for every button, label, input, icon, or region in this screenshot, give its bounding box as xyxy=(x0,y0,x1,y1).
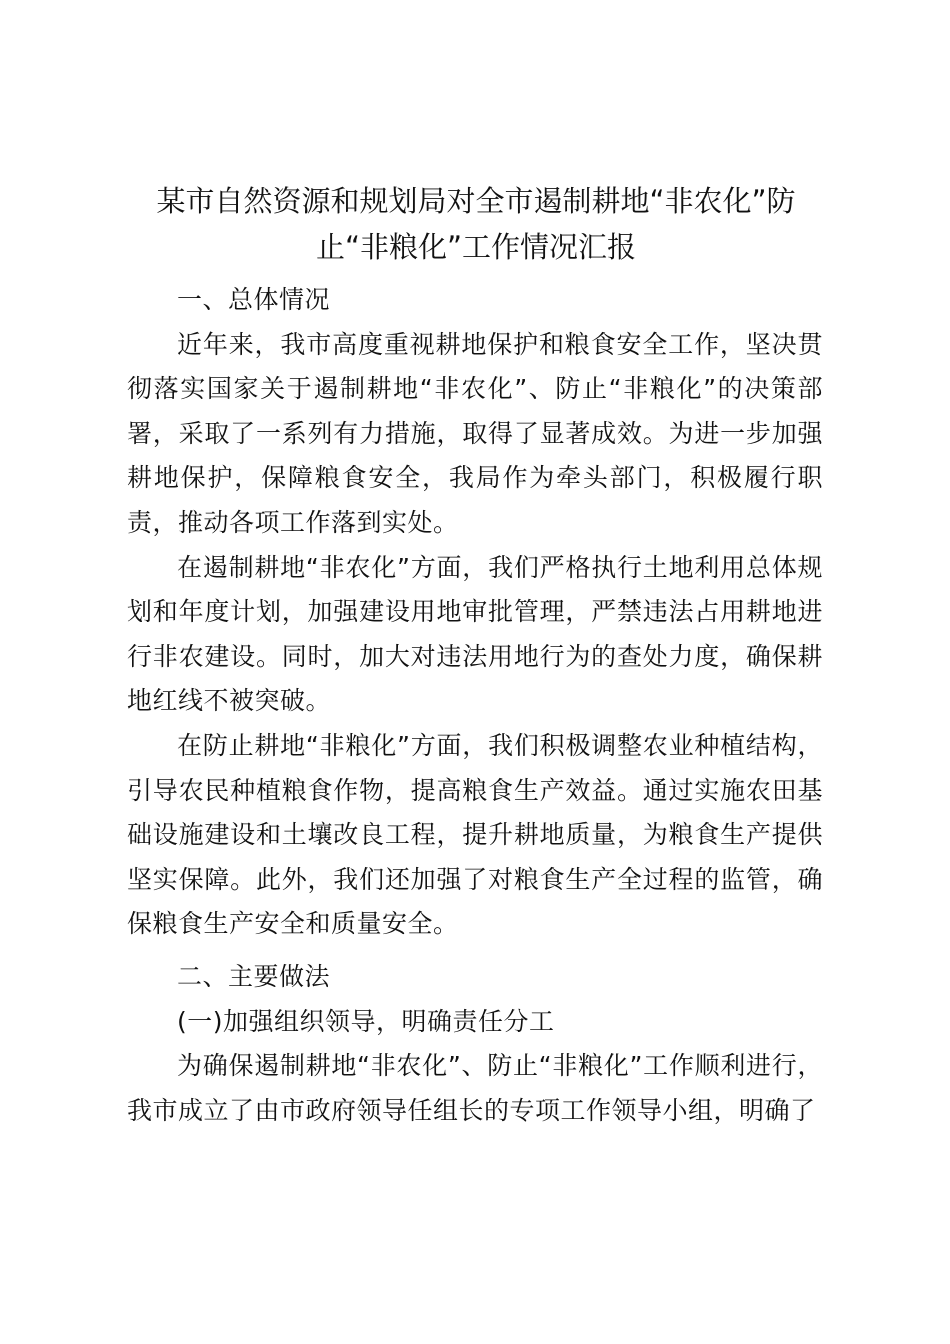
document-page xyxy=(127,178,823,1133)
section-heading-main-practices: 二、主要做法 xyxy=(177,961,331,991)
paragraph-non-agricultural: 在遏制耕地“非农化”方面，我们严格执行土地利用总体规划和年度计划，加强建设用地审批管理，严禁违法占用耕地进行非农建设。同时，加大对违法用地行为的查处力度，确保耕地红线不被突破。 xyxy=(127,552,823,716)
subsection-heading-organization: (一)加强组织领导，明确责任分工 xyxy=(177,1006,555,1036)
paragraph-organization: 为确保遏制耕地“非农化”、防止“非粮化”工作顺利进行，我市成立了由市政府领导任组长的专项工作领导小组，明确了 xyxy=(127,1051,823,1125)
document-title: 某市自然资源和规划局对全市遏制耕地“非农化”防止“非粮化”工作情况汇报 xyxy=(156,184,796,264)
paragraph-non-grain: 在防止耕地“非粮化”方面，我们积极调整农业种植结构，引导农民种植粮食作物，提高粮食生产效益。通过实施农田基础设施建设和土壤改良工程，提升耕地质量，为粮食生产提供坚实保障。此外，我们还加强了对粮食生产全过程的监管，确保粮食生产安全和质量安全。 xyxy=(127,730,823,939)
paragraph-overview-intro: 近年来，我市高度重视耕地保护和粮食安全工作，坚决贯彻落实国家关于遏制耕地“非农化”、防止“非粮化”的决策部署，采取了一系列有力措施，取得了显著成效。为进一步加强耕地保护，保障粮食安全，我局作为牵头部门，积极履行职责，推动各项工作落到实处。 xyxy=(127,329,823,537)
section-heading-overview: 一、总体情况 xyxy=(177,285,331,314)
